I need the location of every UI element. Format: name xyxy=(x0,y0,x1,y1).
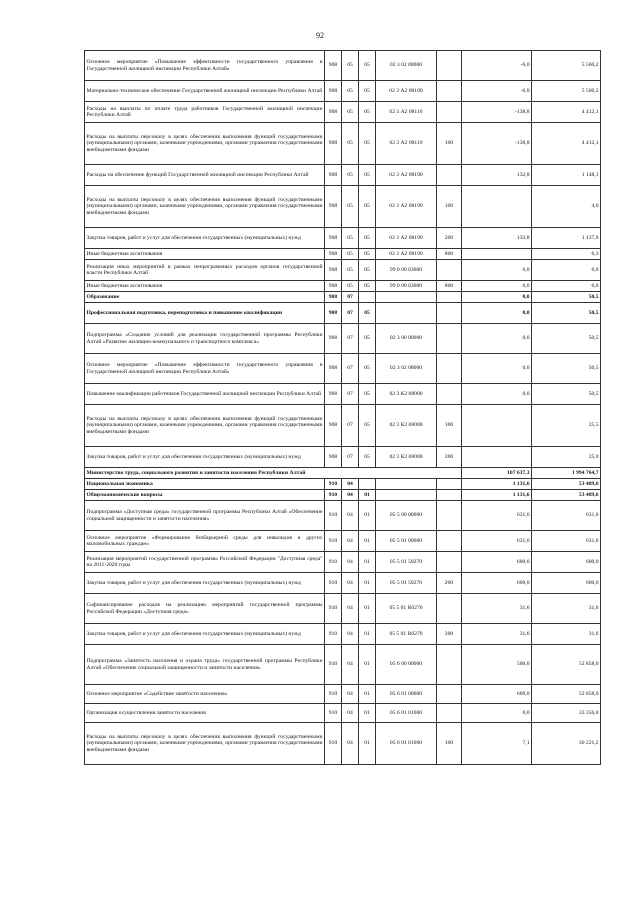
section-code-cell: 05 xyxy=(342,228,359,249)
expense-type-cell: 200 xyxy=(437,447,462,468)
section-code-cell: 04 xyxy=(342,645,359,685)
expense-type-cell: 200 xyxy=(437,624,462,645)
grbs-code-cell: 908 xyxy=(325,281,342,292)
amount-change-cell: 0,0 xyxy=(462,324,532,354)
expense-type-cell xyxy=(437,354,462,384)
amount-change-cell: -6,0 xyxy=(462,51,532,81)
section-code-cell: 04 xyxy=(342,704,359,723)
expense-type-cell xyxy=(437,51,462,81)
expense-type-cell: 100 xyxy=(437,405,462,447)
amount-total-cell: 31,6 xyxy=(532,624,601,645)
expense-name-cell: Расходы на выплаты персоналу в целях обеспечения выполнения функций государственными (муниципальными) органами, казенными учреждениями, органами управления государственными внебюджетными фондами xyxy=(85,723,325,765)
amount-change-cell: 0,0 xyxy=(462,292,532,303)
table-row xyxy=(85,501,601,531)
expense-name-cell: Подпрограмма «Доступная среда» государственной программы Республики Алтай «Обеспечение социальной защищенности и занятости населения» xyxy=(85,501,325,531)
target-article-cell xyxy=(376,303,437,324)
expense-type-cell xyxy=(437,552,462,573)
amount-change-cell: 132,8 xyxy=(462,165,532,186)
amount-total-cell: 631,6 xyxy=(532,531,601,552)
table-row xyxy=(85,573,601,594)
amount-change-cell: 31,6 xyxy=(462,594,532,624)
subsection-code-cell: 01 xyxy=(359,685,376,704)
table-row xyxy=(85,384,601,405)
target-article-cell: 05 5 01 50270 xyxy=(376,552,437,573)
expense-type-cell: 100 xyxy=(437,723,462,765)
grbs-code-cell: 908 xyxy=(325,249,342,260)
table-row xyxy=(85,281,601,292)
grbs-code-cell: 910 xyxy=(325,501,342,531)
expense-type-cell xyxy=(437,645,462,685)
table-row xyxy=(85,624,601,645)
expense-name-cell: Повышение квалификации работников Государственной жилищной инспекции Республики Алтай xyxy=(85,384,325,405)
subsection-code-cell: 01 xyxy=(359,723,376,765)
amount-total-cell: 50,5 xyxy=(532,384,601,405)
section-code-cell: 04 xyxy=(342,624,359,645)
target-article-cell: 02 3 К2 08000 xyxy=(376,405,437,447)
subsection-code-cell: 01 xyxy=(359,501,376,531)
expense-type-cell xyxy=(437,165,462,186)
expense-type-cell xyxy=(437,531,462,552)
amount-total-cell: 50,5 xyxy=(532,303,601,324)
table-row xyxy=(85,354,601,384)
subsection-code-cell: 01 xyxy=(359,552,376,573)
grbs-code-cell: 908 xyxy=(325,81,342,102)
subsection-code-cell: 01 xyxy=(359,624,376,645)
expense-name-cell: Закупка товаров, работ и услуг для обеспечения государственных (муниципальных) нужд xyxy=(85,447,325,468)
amount-change-cell: 600,0 xyxy=(462,573,532,594)
amount-total-cell: 6,0 xyxy=(532,260,601,281)
expense-type-cell xyxy=(437,260,462,281)
amount-total-cell: 53 489,6 xyxy=(532,479,601,490)
grbs-code-cell: 908 xyxy=(325,324,342,354)
grbs-code-cell: 908 xyxy=(325,165,342,186)
amount-total-cell: 6,0 xyxy=(532,281,601,292)
amount-change-cell xyxy=(462,249,532,260)
expense-name-cell: Софинансирование расходов на реализацию мероприятий государственной программы Российской Федерации «Доступная среда» xyxy=(85,594,325,624)
section-code-cell: 07 xyxy=(342,303,359,324)
expense-type-cell xyxy=(437,594,462,624)
expense-type-cell: 100 xyxy=(437,123,462,165)
amount-total-cell: 50,5 xyxy=(532,324,601,354)
target-article-cell: 02 3 А2 08110 xyxy=(376,123,437,165)
section-code-cell: 07 xyxy=(342,405,359,447)
table-row xyxy=(85,249,601,260)
amount-total-cell: 33 356,0 xyxy=(532,704,601,723)
expense-name-cell: Основное мероприятие «Повышение эффективности государственного управления в Государственной жилищной инспекции Республики Алтай» xyxy=(85,51,325,81)
amount-total-cell: 31,6 xyxy=(532,594,601,624)
table-row xyxy=(85,165,601,186)
amount-total-cell: 4 412,1 xyxy=(532,102,601,123)
grbs-code-cell: 910 xyxy=(325,594,342,624)
amount-change-cell: 107 637,3 xyxy=(462,468,532,479)
expense-name-cell: Расходы на выплаты персоналу в целях обеспечения выполнения функций государственными (муниципальными) органами, казенными учреждениями, органами управления государственными внебюджетными фондами xyxy=(85,186,325,228)
section-code-cell: 04 xyxy=(342,479,359,490)
expense-type-cell: 200 xyxy=(437,573,462,594)
section-code-cell: 05 xyxy=(342,51,359,81)
grbs-code-cell: 910 xyxy=(325,479,342,490)
subsection-code-cell: 05 xyxy=(359,249,376,260)
expense-type-cell: 800 xyxy=(437,249,462,260)
section-code-cell: 05 xyxy=(342,281,359,292)
amount-change-cell: -138,8 xyxy=(462,123,532,165)
expense-name-cell: Профессиональная подготовка, переподготовка и повышение квалификации xyxy=(85,303,325,324)
target-article-cell: 02 3 К2 08000 xyxy=(376,384,437,405)
target-article-cell: 02 3 00 00000 xyxy=(376,324,437,354)
budget-table-body xyxy=(85,51,601,765)
expense-type-cell: 200 xyxy=(437,228,462,249)
target-article-cell: 05 5 01 R0270 xyxy=(376,624,437,645)
target-article-cell: 99 0 00 03000 xyxy=(376,260,437,281)
section-code-cell: 07 xyxy=(342,292,359,303)
grbs-code-cell: 910 xyxy=(325,704,342,723)
amount-change-cell: -138,8 xyxy=(462,102,532,123)
subsection-code-cell: 05 xyxy=(359,384,376,405)
grbs-code-cell: 910 xyxy=(325,723,342,765)
expense-name-cell: Расходы на обеспечение функций Государственной жилищной инспекции Республики Алтай xyxy=(85,165,325,186)
table-row xyxy=(85,405,601,447)
subsection-code-cell: 05 xyxy=(359,102,376,123)
section-code-cell: 07 xyxy=(342,384,359,405)
target-article-cell: 02 3 А2 08100 xyxy=(376,81,437,102)
table-row xyxy=(85,81,601,102)
amount-total-cell: 6,3 xyxy=(532,249,601,260)
section-code-cell: 04 xyxy=(342,685,359,704)
table-row xyxy=(85,468,601,479)
subsection-code-cell: 05 xyxy=(359,303,376,324)
target-article-cell: 02 3 А2 08110 xyxy=(376,102,437,123)
expense-name-cell: Подпрограмма «Создание условий для реализации государственной программы Республики Алтай «Развитие жилищно-коммунального и транспортного комплекса» xyxy=(85,324,325,354)
amount-change-cell: 132,8 xyxy=(462,228,532,249)
subsection-code-cell: 01 xyxy=(359,704,376,723)
target-article-cell: 05 5 01 50270 xyxy=(376,573,437,594)
table-row xyxy=(85,531,601,552)
amount-change-cell xyxy=(462,405,532,447)
amount-change-cell: 0,0 xyxy=(462,704,532,723)
amount-change-cell: 6,0 xyxy=(462,260,532,281)
target-article-cell: 02 3 А2 08190 xyxy=(376,228,437,249)
table-row xyxy=(85,260,601,281)
amount-total-cell: 5 560,2 xyxy=(532,51,601,81)
amount-change-cell: 0,0 xyxy=(462,303,532,324)
grbs-code-cell: 910 xyxy=(325,645,342,685)
subsection-code-cell: 01 xyxy=(359,531,376,552)
grbs-code-cell: 908 xyxy=(325,384,342,405)
table-row xyxy=(85,186,601,228)
amount-total-cell: 50,5 xyxy=(532,354,601,384)
amount-total-cell: 631,6 xyxy=(532,501,601,531)
amount-total-cell: 50,5 xyxy=(532,292,601,303)
expense-type-cell xyxy=(437,384,462,405)
section-code-cell: 05 xyxy=(342,165,359,186)
amount-change-cell: 1 131,6 xyxy=(462,490,532,501)
grbs-code-cell: 908 xyxy=(325,186,342,228)
subsection-code-cell: 05 xyxy=(359,165,376,186)
table-row xyxy=(85,123,601,165)
table-row xyxy=(85,704,601,723)
table-row xyxy=(85,324,601,354)
amount-change-cell: 0,0 xyxy=(462,384,532,405)
target-article-cell: 02 3 К2 08000 xyxy=(376,447,437,468)
section-code-cell: 05 xyxy=(342,186,359,228)
expense-name-cell: Основное мероприятие «Формирование безбарьерной среды для инвалидов и других маломобильных граждан» xyxy=(85,531,325,552)
expense-type-cell: 100 xyxy=(437,186,462,228)
amount-total-cell: 52 858,0 xyxy=(532,645,601,685)
subsection-code-cell: 01 xyxy=(359,490,376,501)
subsection-code-cell: 05 xyxy=(359,186,376,228)
expense-type-cell xyxy=(437,479,462,490)
amount-total-cell: 1 994 764,7 xyxy=(532,468,601,479)
amount-change-cell: 631,6 xyxy=(462,531,532,552)
section-code-cell: 04 xyxy=(342,723,359,765)
target-article-cell: 05 6 01 00000 xyxy=(376,685,437,704)
expense-type-cell xyxy=(437,685,462,704)
page-number: 92 xyxy=(316,31,324,40)
ministry-name-cell: Министерство труда, социального развития и занятости населения Республики Алтай xyxy=(85,468,462,479)
amount-total-cell: 30 221,2 xyxy=(532,723,601,765)
subsection-code-cell: 05 xyxy=(359,405,376,447)
target-article-cell: 05 5 01 00000 xyxy=(376,531,437,552)
section-code-cell: 04 xyxy=(342,490,359,501)
expense-type-cell xyxy=(437,324,462,354)
expense-type-cell xyxy=(437,292,462,303)
expense-name-cell: Образование xyxy=(85,292,325,303)
expense-type-cell: 800 xyxy=(437,281,462,292)
expense-name-cell: Расходы на выплаты персоналу в целях обеспечения выполнения функций государственными (муниципальными) органами, казенными учреждениями, органами управления государственными внебюджетными фондами xyxy=(85,123,325,165)
amount-change-cell: 6,0 xyxy=(462,281,532,292)
amount-change-cell: 500,0 xyxy=(462,645,532,685)
subsection-code-cell xyxy=(359,479,376,490)
grbs-code-cell: 910 xyxy=(325,685,342,704)
expense-type-cell xyxy=(437,501,462,531)
expense-name-cell: Закупка товаров, работ и услуг для обеспечения государственных (муниципальных) нужд xyxy=(85,228,325,249)
expense-name-cell: Расходы на выплаты по оплате труда работников Государственной жилищной инспекции Республики Алтай xyxy=(85,102,325,123)
expense-type-cell xyxy=(437,490,462,501)
amount-change-cell: 31,6 xyxy=(462,624,532,645)
table-row xyxy=(85,490,601,501)
amount-total-cell: 25,0 xyxy=(532,447,601,468)
target-article-cell xyxy=(376,490,437,501)
section-code-cell: 07 xyxy=(342,354,359,384)
subsection-code-cell: 05 xyxy=(359,51,376,81)
expense-type-cell xyxy=(437,704,462,723)
amount-total-cell: 600,0 xyxy=(532,552,601,573)
amount-total-cell: 52 858,0 xyxy=(532,685,601,704)
grbs-code-cell: 908 xyxy=(325,447,342,468)
amount-total-cell: 5 560,2 xyxy=(532,81,601,102)
subsection-code-cell: 05 xyxy=(359,228,376,249)
amount-change-cell: 0,0 xyxy=(462,354,532,384)
subsection-code-cell: 05 xyxy=(359,260,376,281)
section-code-cell: 04 xyxy=(342,552,359,573)
section-code-cell: 04 xyxy=(342,501,359,531)
expense-name-cell: Подпрограмма «Занятость населения и охрана труда» государственной программы Республики Алтай «Обеспечение социальной защищенности и занятости населения» xyxy=(85,645,325,685)
amount-change-cell: 631,6 xyxy=(462,501,532,531)
amount-change-cell xyxy=(462,447,532,468)
subsection-code-cell: 05 xyxy=(359,123,376,165)
section-code-cell: 04 xyxy=(342,531,359,552)
subsection-code-cell: 01 xyxy=(359,645,376,685)
target-article-cell xyxy=(376,479,437,490)
table-row xyxy=(85,102,601,123)
expense-name-cell: Национальная экономика xyxy=(85,479,325,490)
target-article-cell: 02 3 А2 08190 xyxy=(376,186,437,228)
expense-name-cell: Закупка товаров, работ и услуг для обеспечения государственных (муниципальных) нужд xyxy=(85,624,325,645)
table-row xyxy=(85,447,601,468)
expense-type-cell xyxy=(437,303,462,324)
target-article-cell xyxy=(376,292,437,303)
subsection-code-cell: 01 xyxy=(359,594,376,624)
target-article-cell: 05 6 01 01000 xyxy=(376,704,437,723)
amount-total-cell: 1 148,1 xyxy=(532,165,601,186)
target-article-cell: 05 6 00 00000 xyxy=(376,645,437,685)
target-article-cell: 05 5 00 00000 xyxy=(376,501,437,531)
amount-total-cell: 1 137,8 xyxy=(532,228,601,249)
subsection-code-cell xyxy=(359,292,376,303)
table-row xyxy=(85,594,601,624)
grbs-code-cell: 908 xyxy=(325,303,342,324)
grbs-code-cell: 910 xyxy=(325,490,342,501)
expense-name-cell: Реализация мероприятий государственной программы Российской Федерации "Доступная среда" на 2011-2020 годы xyxy=(85,552,325,573)
amount-total-cell: 4,0 xyxy=(532,186,601,228)
grbs-code-cell: 908 xyxy=(325,405,342,447)
amount-change-cell: 1 131,6 xyxy=(462,479,532,490)
target-article-cell: 99 0 00 03000 xyxy=(376,281,437,292)
amount-change-cell: 609,0 xyxy=(462,685,532,704)
subsection-code-cell: 05 xyxy=(359,354,376,384)
subsection-code-cell: 01 xyxy=(359,573,376,594)
table-row xyxy=(85,723,601,765)
grbs-code-cell: 908 xyxy=(325,260,342,281)
grbs-code-cell: 908 xyxy=(325,354,342,384)
subsection-code-cell: 05 xyxy=(359,324,376,354)
section-code-cell: 05 xyxy=(342,81,359,102)
table-row xyxy=(85,552,601,573)
grbs-code-cell: 910 xyxy=(325,552,342,573)
table-row xyxy=(85,685,601,704)
table-row xyxy=(85,51,601,81)
section-code-cell: 05 xyxy=(342,123,359,165)
expense-name-cell: Реализация иных мероприятий в рамках непрограммных расходов органов государственной власти Республики Алтай xyxy=(85,260,325,281)
table-row xyxy=(85,292,601,303)
table-row xyxy=(85,303,601,324)
expense-name-cell: Материально-техническое обеспечение Государственной жилищной инспекции Республики Алтай xyxy=(85,81,325,102)
target-article-cell: 02 3 02 08000 xyxy=(376,51,437,81)
amount-total-cell: 4 412,1 xyxy=(532,123,601,165)
amount-change-cell: 600,0 xyxy=(462,552,532,573)
grbs-code-cell: 910 xyxy=(325,624,342,645)
subsection-code-cell: 05 xyxy=(359,81,376,102)
grbs-code-cell: 908 xyxy=(325,228,342,249)
target-article-cell: 05 5 01 R0270 xyxy=(376,594,437,624)
grbs-code-cell: 908 xyxy=(325,292,342,303)
table-row xyxy=(85,479,601,490)
section-code-cell: 05 xyxy=(342,249,359,260)
grbs-code-cell: 908 xyxy=(325,51,342,81)
target-article-cell: 02 3 02 08000 xyxy=(376,354,437,384)
section-code-cell: 05 xyxy=(342,102,359,123)
amount-total-cell: 53 489,6 xyxy=(532,490,601,501)
grbs-code-cell: 910 xyxy=(325,531,342,552)
target-article-cell: 02 3 А2 08190 xyxy=(376,249,437,260)
section-code-cell: 04 xyxy=(342,573,359,594)
amount-total-cell: 600,0 xyxy=(532,573,601,594)
expense-name-cell: Иные бюджетные ассигнования xyxy=(85,249,325,260)
amount-total-cell: 25,5 xyxy=(532,405,601,447)
table-row xyxy=(85,645,601,685)
amount-change-cell: -6,0 xyxy=(462,81,532,102)
expense-name-cell: Основное мероприятие «Содействие занятости населения» xyxy=(85,685,325,704)
target-article-cell: 05 6 01 01000 xyxy=(376,723,437,765)
subsection-code-cell: 05 xyxy=(359,281,376,292)
section-code-cell: 05 xyxy=(342,260,359,281)
amount-change-cell: 7,1 xyxy=(462,723,532,765)
subsection-code-cell: 05 xyxy=(359,447,376,468)
target-article-cell: 02 3 А2 08190 xyxy=(376,165,437,186)
expense-name-cell: Общеэкономические вопросы xyxy=(85,490,325,501)
expense-name-cell: Расходы на выплаты персоналу в целях обеспечения выполнения функций государственными (муниципальными) органами, казенными учреждениями, органами управления государственными внебюджетными фондами xyxy=(85,405,325,447)
expense-type-cell xyxy=(437,102,462,123)
grbs-code-cell: 908 xyxy=(325,123,342,165)
grbs-code-cell: 910 xyxy=(325,573,342,594)
section-code-cell: 04 xyxy=(342,594,359,624)
expense-name-cell: Закупка товаров, работ и услуг для обеспечения государственных (муниципальных) нужд xyxy=(85,573,325,594)
budget-table xyxy=(84,50,601,765)
grbs-code-cell: 908 xyxy=(325,102,342,123)
table-row xyxy=(85,228,601,249)
expense-type-cell xyxy=(437,81,462,102)
section-code-cell: 07 xyxy=(342,447,359,468)
expense-name-cell: Иные бюджетные ассигнования xyxy=(85,281,325,292)
section-code-cell: 07 xyxy=(342,324,359,354)
expense-name-cell: Основное мероприятие «Повышение эффективности государственного управления в Государственной жилищной инспекции Республики Алтай» xyxy=(85,354,325,384)
amount-change-cell xyxy=(462,186,532,228)
expense-name-cell: Организация осуществления занятости населения xyxy=(85,704,325,723)
